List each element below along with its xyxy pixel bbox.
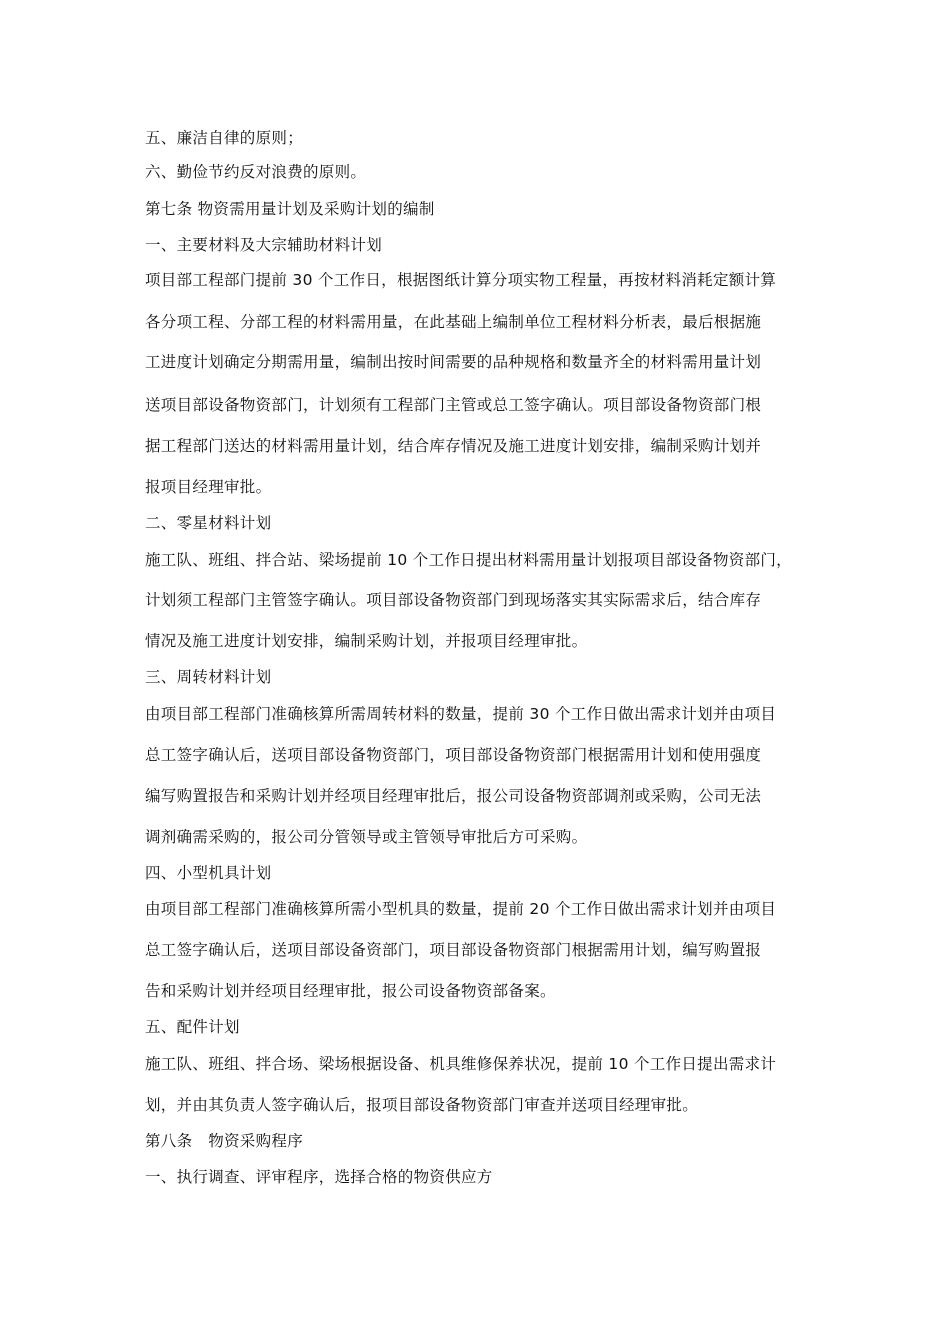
paragraph-line: 施工队、班组、拌合场、梁场根据设备、机具维修保养状况，提前 10 个工作日提出需求计 <box>145 1055 777 1073</box>
paragraph-line: 编写购置报告和采购计划并经项目经理审批后，报公司设备物资部调剂或采购，公司无法 <box>145 787 762 805</box>
paragraph-line: 总工签字确认后，送项目部设备资部门，项目部设备物资部门根据需用计划，编写购置报 <box>145 941 762 959</box>
section-heading-sporadic-materials: 二、零星材料计划 <box>145 514 272 532</box>
paragraph-line: 项目部工程部门提前 30 个工作日，根据图纸计算分项实物工程量，再按材料消耗定额计算 <box>145 271 777 289</box>
paragraph-line: 调剂确需采购的，报公司分管领导或主管领导审批后方可采购。 <box>145 828 588 846</box>
paragraph-line: 由项目部工程部门准确核算所需小型机具的数量，提前 20 个工作日做出需求计划并由项目 <box>145 900 777 918</box>
paragraph-line: 报项目经理审批。 <box>145 478 272 496</box>
article-8-heading: 第八条 物资采购程序 <box>145 1132 304 1150</box>
paragraph-line: 划，并由其负责人签字确认后，报项目部设备物资部门审查并送项目经理审批。 <box>145 1096 699 1114</box>
paragraph-line: 告和采购计划并经项目经理审批，报公司设备物资部备案。 <box>145 982 556 1000</box>
paragraph-line: 总工签字确认后，送项目部设备物资部门，项目部设备物资部门根据需用计划和使用强度 <box>145 746 762 764</box>
paragraph-line: 各分项工程、分部工程的材料需用量，在此基础上编制单位工程材料分析表，最后根据施 <box>145 313 762 331</box>
paragraph-line: 送项目部设备物资部门，计划须有工程部门主管或总工签字确认。项目部设备物资部门根 <box>145 396 762 414</box>
article-7-heading: 第七条 物资需用量计划及采购计划的编制 <box>145 200 435 218</box>
section-heading-main-materials: 一、主要材料及大宗辅助材料计划 <box>145 236 383 254</box>
paragraph-line: 施工队、班组、拌合站、梁场提前 10 个工作日提出材料需用量计划报项目部设备物资部门， <box>145 551 792 569</box>
section-heading-spare-parts: 五、配件计划 <box>145 1018 240 1036</box>
list-item-integrity: 五、廉洁自律的原则； <box>145 129 304 147</box>
paragraph-line: 情况及施工进度计划安排，编制采购计划，并报项目经理审批。 <box>145 632 588 650</box>
section-heading-turnover-materials: 三、周转材料计划 <box>145 668 272 686</box>
paragraph-line: 据工程部门送达的材料需用量计划，结合库存情况及施工进度计划安排，编制采购计划并 <box>145 437 762 455</box>
paragraph-line: 由项目部工程部门准确核算所需周转材料的数量，提前 30 个工作日做出需求计划并由项目 <box>145 705 777 723</box>
list-item-thrift: 六、勤俭节约反对浪费的原则。 <box>145 163 367 181</box>
section-heading-supplier-selection: 一、执行调查、评审程序，选择合格的物资供应方 <box>145 1168 493 1186</box>
paragraph-line: 计划须工程部门主管签字确认。项目部设备物资部门到现场落实其实际需求后，结合库存 <box>145 591 762 609</box>
paragraph-line: 工进度计划确定分期需用量，编制出按时间需要的品种规格和数量齐全的材料需用量计划 <box>145 353 762 371</box>
section-heading-small-tools: 四、小型机具计划 <box>145 864 272 882</box>
